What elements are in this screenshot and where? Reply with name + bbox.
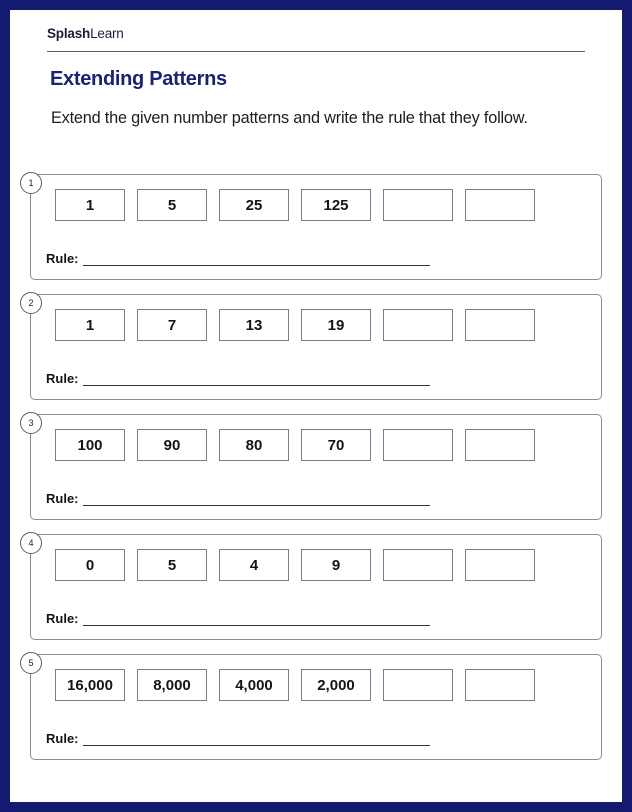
page-title: Extending Patterns xyxy=(50,68,227,90)
rule-answer-line[interactable] xyxy=(83,250,430,266)
pattern-value-box: 125 xyxy=(301,189,371,221)
pattern-value-box: 100 xyxy=(55,429,125,461)
header-divider xyxy=(47,51,585,52)
problem-card xyxy=(30,534,602,640)
logo-regular-text: Learn xyxy=(90,26,124,41)
rule-answer-line[interactable] xyxy=(83,370,430,386)
rule-label: Rule: xyxy=(46,371,79,386)
pattern-value-box: 0 xyxy=(55,549,125,581)
problem-card xyxy=(30,414,602,520)
rule-row xyxy=(46,610,430,626)
rule-label: Rule: xyxy=(46,491,79,506)
pattern-value-box: 4,000 xyxy=(219,669,289,701)
pattern-value-box: 19 xyxy=(301,309,371,341)
splashlearn-logo xyxy=(47,26,124,41)
rule-answer-line[interactable] xyxy=(83,610,430,626)
pattern-row xyxy=(55,549,535,581)
problem-card xyxy=(30,174,602,280)
answer-box[interactable] xyxy=(383,309,453,341)
rule-row xyxy=(46,250,430,266)
rule-answer-line[interactable] xyxy=(83,490,430,506)
answer-box[interactable] xyxy=(383,189,453,221)
answer-box[interactable] xyxy=(465,429,535,461)
problem-card xyxy=(30,294,602,400)
instructions-text: Extend the given number patterns and write the rule that they follow. xyxy=(51,109,528,127)
pattern-row xyxy=(55,669,535,701)
pattern-value-box: 2,000 xyxy=(301,669,371,701)
pattern-value-box: 25 xyxy=(219,189,289,221)
problem-number-badge: 2 xyxy=(20,292,42,314)
pattern-value-box: 1 xyxy=(55,309,125,341)
answer-box[interactable] xyxy=(465,309,535,341)
pattern-value-box: 4 xyxy=(219,549,289,581)
problem-number-badge: 3 xyxy=(20,412,42,434)
rule-label: Rule: xyxy=(46,611,79,626)
pattern-value-box: 1 xyxy=(55,189,125,221)
problem-number-badge: 4 xyxy=(20,532,42,554)
pattern-value-box: 5 xyxy=(137,549,207,581)
pattern-value-box: 7 xyxy=(137,309,207,341)
pattern-value-box: 8,000 xyxy=(137,669,207,701)
answer-box[interactable] xyxy=(383,429,453,461)
rule-label: Rule: xyxy=(46,251,79,266)
pattern-row xyxy=(55,429,535,461)
pattern-row xyxy=(55,189,535,221)
answer-box[interactable] xyxy=(383,669,453,701)
pattern-row xyxy=(55,309,535,341)
pattern-value-box: 5 xyxy=(137,189,207,221)
problem-card xyxy=(30,654,602,760)
problem-number-badge: 1 xyxy=(20,172,42,194)
answer-box[interactable] xyxy=(465,549,535,581)
pattern-value-box: 9 xyxy=(301,549,371,581)
pattern-value-box: 13 xyxy=(219,309,289,341)
problem-number-badge: 5 xyxy=(20,652,42,674)
answer-box[interactable] xyxy=(465,669,535,701)
answer-box[interactable] xyxy=(465,189,535,221)
rule-answer-line[interactable] xyxy=(83,730,430,746)
pattern-value-box: 16,000 xyxy=(55,669,125,701)
rule-label: Rule: xyxy=(46,731,79,746)
rule-row xyxy=(46,370,430,386)
pattern-value-box: 90 xyxy=(137,429,207,461)
logo-bold-text: Splash xyxy=(47,26,91,41)
pattern-value-box: 70 xyxy=(301,429,371,461)
rule-row xyxy=(46,730,430,746)
pattern-value-box: 80 xyxy=(219,429,289,461)
answer-box[interactable] xyxy=(383,549,453,581)
rule-row xyxy=(46,490,430,506)
worksheet-page xyxy=(10,10,622,802)
